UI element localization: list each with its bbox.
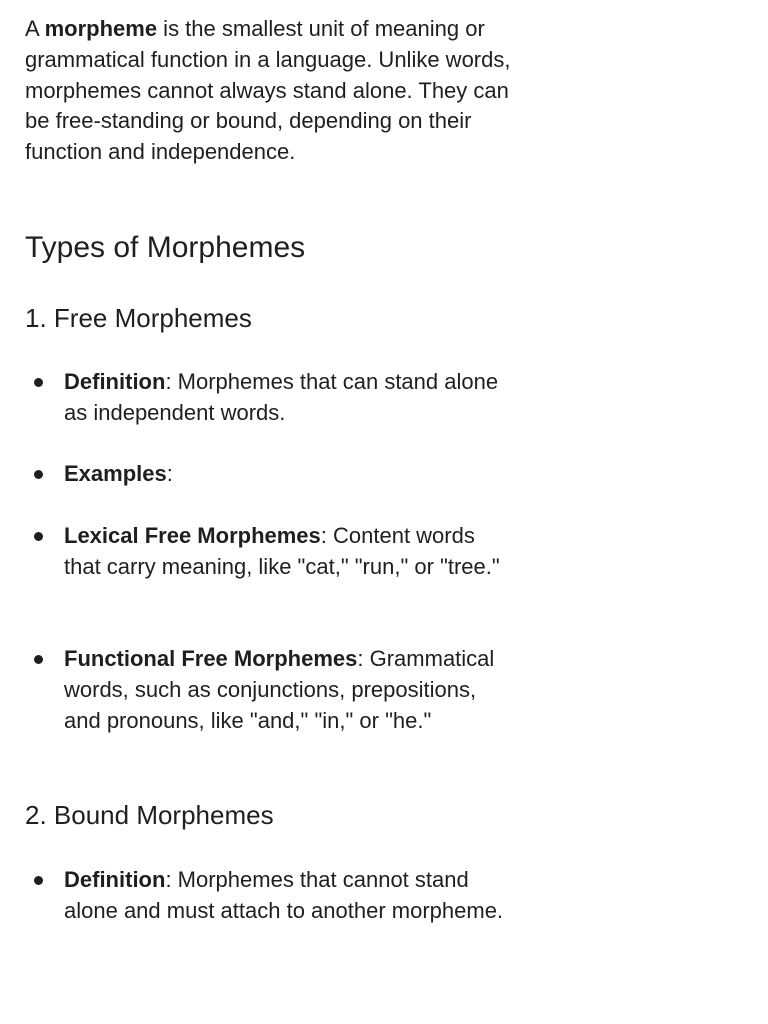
list-item-term: Definition [64,369,166,394]
list-item-text: : Morphemes that cannot stand alone and must attach to another morpheme. [64,867,504,923]
list-item-text: : Grammatical words, such as conjunctions, prepositions, and pronouns, like "and," "in," or "he." [64,646,495,733]
free-morphemes-heading: 1. Free Morphemes [25,303,252,333]
list-item-text: : Morphemes that can stand alone as independent words. [64,369,499,425]
bullet-icon [34,532,43,541]
list-item [64,459,514,490]
list-item-text: : Content words that carry meaning, like "cat," "run," or "tree." [64,523,500,579]
bound-morphemes-heading: 2. Bound Morphemes [25,800,274,830]
list-item [64,367,514,429]
list-item-term: Lexical Free Morphemes [64,523,321,548]
bullet-icon [34,655,43,664]
list-item-term: Definition [64,867,166,892]
list-item-text: : [166,461,173,486]
intro-term: morpheme [44,16,158,41]
list-item-term: Examples [64,461,167,486]
intro-paragraph [25,14,525,168]
intro-prefix: A [25,16,45,41]
list-item [64,865,514,927]
bullet-icon [34,378,43,387]
intro-text: is the smallest unit of meaning or grammatical function in a language. Unlike words, morphemes cannot always stand alone. They can be free-standing or bound, depending on their function and independence. [25,16,511,165]
list-item [64,644,514,736]
list-item [64,521,514,583]
bullet-icon [34,876,43,885]
section-heading: Types of Morphemes [25,231,306,264]
bullet-icon [34,470,43,479]
list-item-term: Functional Free Morphemes [64,646,358,671]
